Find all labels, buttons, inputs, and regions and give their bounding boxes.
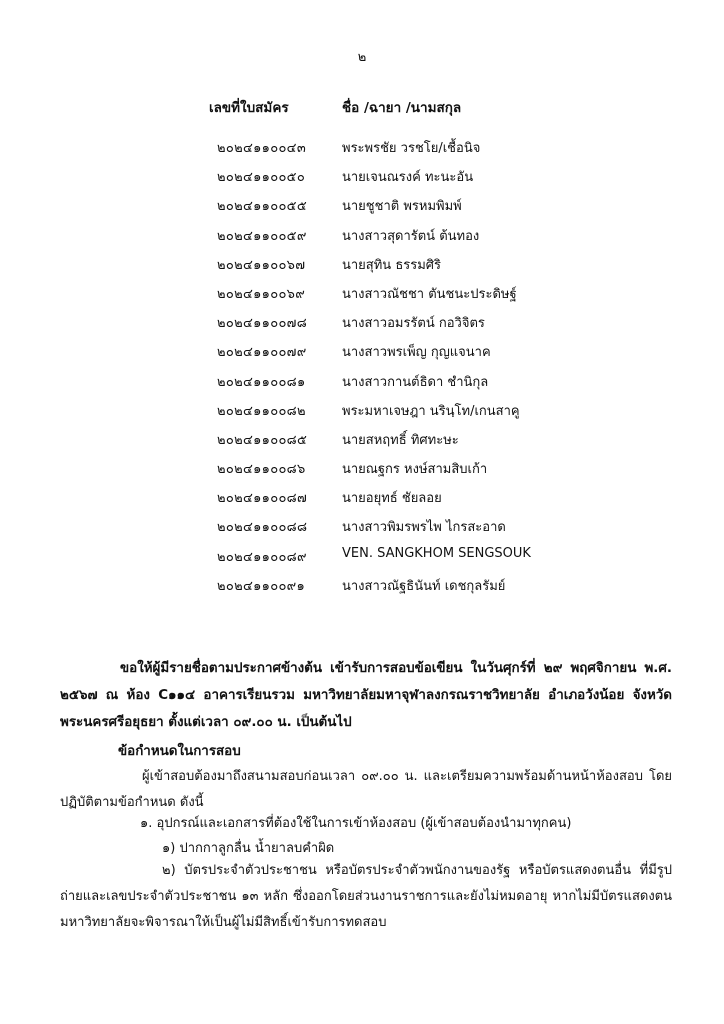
application-number: ๒๐๒๔๑๑๐๐๕๐ [217,170,306,186]
application-number: ๒๐๒๔๑๑๐๐๕๕ [217,199,307,215]
rule-item-1-2 [60,858,672,936]
candidate-name: นายอยุทธ์ ชัยลอย [342,491,442,507]
application-number: ๒๐๒๔๑๑๐๐๙๑ [217,578,306,594]
rules-intro-text: ผู้เข้าสอบต้องมาถึงสนามสอบก่อนเวลา ๐๙.๐๐ น. และเตรียมความพร้อมด้านหน้าห้องสอบ โดยปฏิบัติตามข้อกำหนด ดังนี้ [60,769,672,810]
candidate-row [217,137,637,166]
application-number: ๒๐๒๔๑๑๐๐๖๗ [217,257,306,273]
application-number: ๒๐๒๔๑๑๐๐๘๒ [217,403,306,419]
candidate-name: นายชูชาติ พรหมพิมพ์ [342,199,462,215]
application-number: ๒๐๒๔๑๑๐๐๔๓ [217,141,307,156]
candidate-row [217,225,637,254]
candidate-row [217,546,637,575]
application-number: ๒๐๒๔๑๑๐๐๘๗ [217,491,308,507]
exam-notice-text: ขอให้ผู้มีรายชื่อตามประกาศข้างต้น เข้ารับการสอบข้อเขียน ในวันศุกร์ที่ ๒๙ พฤศจิกายน พ.ศ. ๒๕๖๗ ณ ห้อง C๑๑๔ อาคารเรียนรวม มหาวิทยาลัยมหาจุฬาลงกรณราชวิทยาลัย อำเภอวังน้อย จังหวัดพระนครศรีอยุธยา ตั้งแต่เวลา ๐๙.๐๐ น. เป็นต้นไป [60,661,672,730]
rules-intro [60,764,672,816]
application-number: ๒๐๒๔๑๑๐๐๗๘ [217,316,308,332]
candidate-name: นางสาวณัฐธินันท์ เดชกุลรัมย์ [342,578,506,594]
candidate-name: นายสุทิน ธรรมศิริ [342,257,442,273]
candidate-row [217,254,637,283]
application-number: ๒๐๒๔๑๑๐๐๘๙ [217,549,307,565]
candidate-row [217,429,637,458]
candidate-name: นางสาวอมรรัตน์ กอวิจิตร [342,316,485,332]
application-number: ๒๐๒๔๑๑๐๐๘๖ [217,462,306,478]
candidate-row [217,575,637,604]
application-number: ๒๐๒๔๑๑๐๐๘๑ [217,374,306,390]
candidate-name: พระพรชัย วรชโย/เชื้อนิจ [342,141,481,156]
application-number: ๒๐๒๔๑๑๐๐๖๙ [217,286,306,302]
candidate-row [217,487,637,516]
candidate-name: นางสาวสุดารัตน์ ต้นทอง [342,228,480,244]
candidate-row [217,283,637,312]
application-number: ๒๐๒๔๑๑๐๐๗๙ [217,345,307,361]
candidate-row [217,195,637,224]
application-number: ๒๐๒๔๑๑๐๐๕๙ [217,228,307,244]
candidate-name: นางสาวณัชชา ตันชนะประดิษฐ์ [342,286,517,302]
candidate-name: นายเจนณรงค์ ทะนะอัน [342,170,474,186]
rule-item-1-1: ๑) ปากกาลูกลื่น น้ำยาลบคำผิด [162,841,335,856]
application-number: ๒๐๒๔๑๑๐๐๘๕ [217,432,308,448]
rules-title: ข้อกำหนดในการสอบ [118,744,241,759]
candidate-name: นายสหฤทธิ์ ทิศทะษะ [342,432,459,448]
exam-notice [60,655,672,736]
page-number: ๒ [357,50,367,65]
header-application-number: เลขที่ใบสมัคร [209,100,289,116]
candidate-name: นางสาวพิมรพรไพ ไกรสะอาด [342,520,506,536]
candidate-row [217,516,637,545]
candidate-name: นางสาวพรเพ็ญ กุญแจนาค [342,345,491,361]
candidate-name: VEN. SANGKHOM SENGSOUK [342,545,531,561]
candidate-row [217,312,637,341]
header-name: ชื่อ /ฉายา /นามสกุล [342,100,462,116]
candidate-row [217,371,637,400]
rule-item-1-2-text: ๒) บัตรประจำตัวประชาชน หรือบัตรประจำตัวพนักงานของรัฐ หรือบัตรแสดงตนอื่น ที่มีรูปถ่ายและเลขประจำตัวประชาชน ๑๓ หลัก ซึ่งออกโดยส่วนงานราชการและยังไม่หมดอายุ หากไม่มีบัตรแสดงตน มหาวิทยาลัยจะพิจารณาให้เป็นผู้ไม่มีสิทธิ์เข้ารับการทดสอบ [60,863,672,930]
candidate-row [217,166,637,195]
candidate-row [217,400,637,429]
rule-item-1: ๑. อุปกรณ์และเอกสารที่ต้องใช้ในการเข้าห้องสอบ (ผู้เข้าสอบต้องนำมาทุกคน) [140,816,572,831]
candidate-name: นางสาวกานต์ธิดา ชำนิกุล [342,374,489,390]
candidate-list [217,137,637,604]
candidate-name: นายณฐกร หงษ์สามสิบเก้า [342,462,488,478]
candidate-row [217,458,637,487]
candidate-row [217,341,637,370]
candidate-name: พระมหาเจษฎา นรินฺโท/เกนสาคู [342,403,520,419]
application-number: ๒๐๒๔๑๑๐๐๘๘ [217,520,308,536]
